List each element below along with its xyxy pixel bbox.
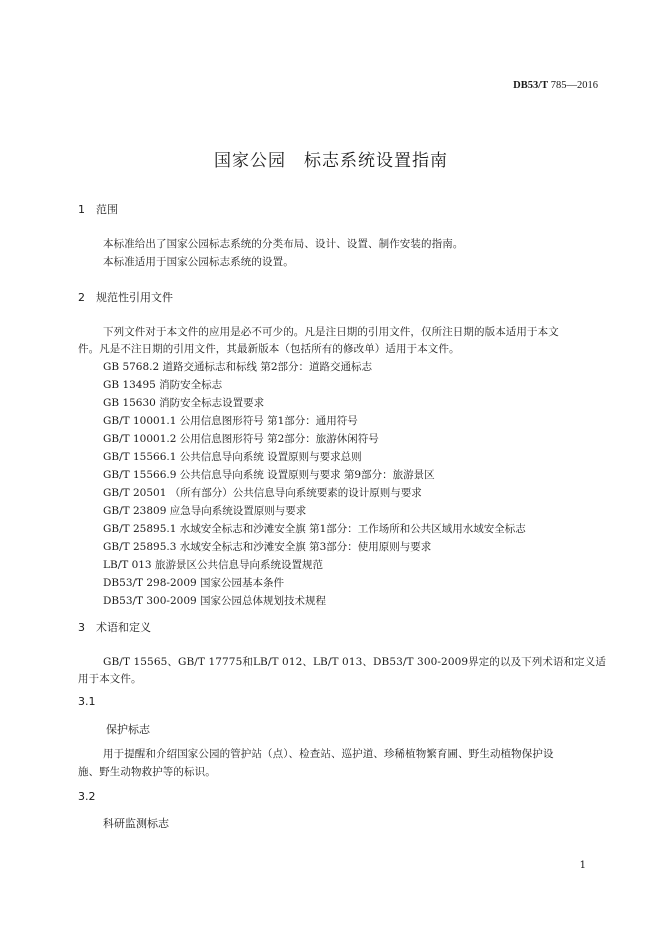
reference-item: GB 5768.2 道路交通标志和标线 第2部分：道路交通标志: [103, 361, 373, 373]
reference-item: GB/T 15566.1 公共信息导向系统 设置原则与要求总则: [103, 451, 362, 463]
section-number: 2: [78, 291, 85, 304]
term-definition: 用于提醒和介绍国家公园的管护站（点）、检查站、巡护道、珍稀植物繁育圃、野生动植物保护设: [103, 748, 554, 760]
reference-item: GB 13495 消防安全标志: [103, 379, 223, 391]
section-title: 范围: [96, 203, 118, 216]
reference-item: GB/T 15566.9 公共信息导向系统 设置原则与要求 第9部分：旅游景区: [103, 469, 435, 481]
reference-item: DB53/T 298-2009 国家公园基本条件: [103, 577, 285, 589]
paragraph: 用于本文件。: [78, 673, 142, 685]
term-definition: 施、野生动物救护等的标识。: [78, 766, 216, 778]
section-number: 3: [78, 621, 85, 634]
term-number: 3.1: [78, 695, 96, 708]
paragraph: 本标准适用于国家公园标志系统的设置。: [103, 256, 294, 268]
term-name: 科研监测标志: [103, 817, 169, 830]
reference-item: GB 15630 消防安全标志设置要求: [103, 397, 265, 409]
reference-item: GB/T 25895.3 水域安全标志和沙滩安全旗 第3部分：使用原则与要求: [103, 541, 432, 553]
page-title: 国家公园 标志系统设置指南: [214, 151, 448, 171]
reference-item: DB53/T 300-2009 国家公园总体规划技术规程: [103, 595, 327, 607]
standard-number: 785—2016: [550, 80, 598, 91]
paragraph: 件。凡是不注日期的引用文件，其最新版本（包括所有的修改单）适用于本文件。: [78, 343, 460, 355]
reference-item: LB/T 013 旅游景区公共信息导向系统设置规范: [103, 559, 323, 571]
reference-item: GB/T 20501 （所有部分）公共信息导向系统要素的设计原则与要求: [103, 487, 422, 499]
paragraph: GB/T 15565、GB/T 17775和LB/T 012、LB/T 013、DB53/T 300-2009界定的以及下列术语和定义适: [103, 656, 606, 668]
reference-item: GB/T 25895.1 水域安全标志和沙滩安全旗 第1部分：工作场所和公共区域用水域安全标志: [103, 523, 526, 535]
paragraph: 下列文件对于本文件的应用是必不可少的。凡是注日期的引用文件，仅所注日期的版本适用于本文: [103, 326, 559, 338]
paragraph: 本标准给出了国家公园标志系统的分类布局、设计、设置、制作安装的指南。: [103, 238, 464, 250]
section-title: 规范性引用文件: [96, 291, 173, 304]
reference-item: GB/T 10001.1 公用信息图形符号 第1部分：通用符号: [103, 415, 358, 427]
page-number: 1: [579, 860, 586, 871]
section-number: 1: [78, 203, 85, 216]
section-title: 术语和定义: [96, 621, 151, 634]
standard-code: DB53/T: [513, 80, 549, 91]
term-name: 保护标志: [106, 723, 150, 736]
reference-item: GB/T 23809 应急导向系统设置原则与要求: [103, 505, 307, 517]
section-1-heading: [78, 201, 118, 217]
document-code: [513, 80, 598, 91]
reference-item: GB/T 10001.2 公用信息图形符号 第2部分：旅游休闲符号: [103, 433, 379, 445]
term-number: 3.2: [78, 790, 96, 803]
section-3-heading: [78, 619, 151, 635]
section-2-heading: [78, 289, 173, 305]
